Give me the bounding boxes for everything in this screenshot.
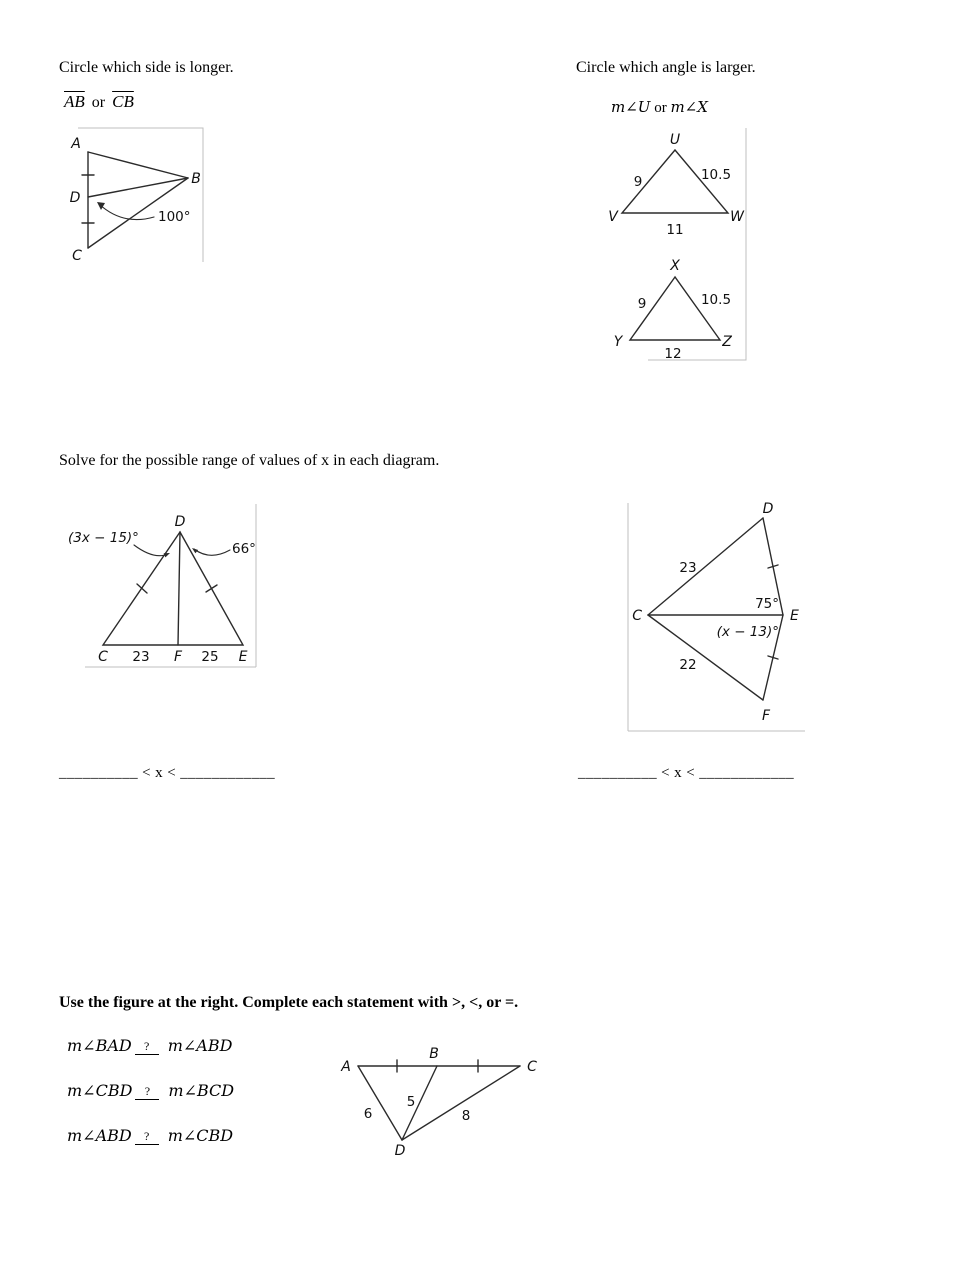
vertex-label-b: B: [429, 1046, 439, 1062]
side-yz-length: 12: [664, 346, 682, 362]
vertex-label-f: F: [761, 708, 771, 724]
p2-figure-two-triangles: [600, 122, 765, 367]
side-cd-length: 8: [461, 1108, 471, 1124]
vertex-label-d: D: [69, 190, 81, 206]
p3-right-answer-blank-1[interactable]: __________: [578, 765, 657, 781]
figure-edges: [358, 1066, 520, 1140]
p2-option-angle-x[interactable]: m∠X: [670, 98, 708, 116]
vertex-label-e: E: [238, 649, 248, 665]
p1-option-segment-ab[interactable]: $\overline{AB}$: [64, 92, 85, 111]
segment-fe-length: 25: [201, 649, 219, 665]
vertex-label-a: A: [341, 1059, 351, 1075]
p2-prompt: Circle which angle is larger.: [576, 59, 756, 76]
angle-expression-label: (3x − 15)°: [68, 530, 139, 546]
p3-right-answer-blank-2[interactable]: ____________: [699, 765, 795, 781]
p3-right-answer-row: [578, 765, 794, 782]
vertex-label-c: C: [98, 649, 108, 665]
vertex-label-c: C: [72, 248, 82, 264]
statement-3-question-mark: ?: [144, 1129, 150, 1143]
vertex-label-w: W: [730, 209, 744, 225]
triangle-cde-outline: [103, 532, 243, 645]
vertex-label-u: U: [669, 132, 681, 148]
angle-expression-label: (x − 13)°: [716, 624, 779, 640]
vertex-label-a: A: [71, 136, 81, 152]
statement-1-answer-blank[interactable]: [135, 1040, 159, 1055]
p3-prompt: Solve for the possible range of values of x in each diagram.: [59, 452, 440, 469]
statement-3-left-angle: m∠ABD: [67, 1126, 132, 1145]
triangle-abc-edges: [88, 152, 188, 248]
p2-choices: [611, 98, 708, 117]
side-bd-length: 5: [406, 1094, 416, 1110]
angle-right-arrowhead: [192, 548, 198, 553]
statement-2: [67, 1081, 234, 1101]
statement-2-question-mark: ?: [144, 1084, 151, 1098]
vertex-label-e: E: [790, 608, 799, 624]
p1-figure-triangle-abc: [55, 120, 220, 270]
p3-left-answer-row: [59, 765, 275, 782]
statement-2-answer-blank[interactable]: [135, 1085, 159, 1100]
p3-left-answer-blank-2[interactable]: ____________: [180, 765, 276, 781]
p3-left-figure: [58, 498, 260, 676]
statement-3: [67, 1126, 233, 1146]
side-vw-length: 11: [666, 222, 684, 238]
angle-left-leader-curve: [134, 545, 168, 556]
angle-66-label: 66°: [232, 541, 256, 557]
p3-left-answer-blank-1[interactable]: __________: [59, 765, 138, 781]
vertex-label-c: C: [632, 608, 642, 624]
angle-left-arrowhead: [164, 553, 170, 557]
vertex-label-v: V: [608, 209, 618, 225]
segment-cf-length: 23: [132, 649, 150, 665]
p2-or-text: or: [654, 100, 667, 116]
p2-option-angle-u[interactable]: m∠U: [611, 98, 651, 116]
angle-100-leader-curve: [99, 204, 154, 220]
angle-100-label: 100°: [158, 209, 191, 225]
altitude-df: [178, 532, 180, 645]
statement-1-left-angle: m∠BAD: [67, 1036, 132, 1055]
vertex-label-d: D: [394, 1143, 406, 1159]
side-uw-length: 10.5: [700, 167, 732, 183]
statement-3-answer-blank[interactable]: [135, 1130, 159, 1145]
angle-100-arrowhead: [97, 202, 105, 210]
p2-figure-frame: [648, 128, 746, 360]
vertex-label-y: Y: [613, 334, 623, 350]
p3-left-answer-mid: < x <: [142, 765, 177, 781]
side-xy-length: 9: [637, 296, 647, 312]
statement-2-right-angle: m∠BCD: [168, 1081, 235, 1100]
vertex-label-d: D: [174, 514, 186, 530]
angle-75-label: 75°: [755, 596, 779, 612]
p1-or-text: or: [91, 94, 106, 111]
vertex-label-d: D: [762, 501, 774, 517]
p4-figure-triangle-abcd: [333, 1038, 553, 1166]
side-ad-length: 6: [363, 1106, 373, 1122]
p1-prompt: Circle which side is longer.: [59, 59, 234, 76]
statement-3-right-angle: m∠CBD: [167, 1126, 234, 1145]
vertex-label-c: C: [527, 1059, 537, 1075]
congruence-tick-marks: [137, 584, 217, 593]
vertex-label-x: X: [670, 258, 680, 274]
vertex-label-z: Z: [722, 334, 732, 350]
p1-option-segment-cb[interactable]: $\overline{CB}$: [112, 92, 134, 111]
vertex-label-f: F: [173, 649, 183, 665]
statement-1-question-mark: ?: [144, 1039, 150, 1053]
side-cf-length: 22: [679, 657, 697, 673]
p3-right-figure: [618, 498, 813, 740]
statement-1: [67, 1036, 232, 1056]
p3-right-answer-mid: < x <: [661, 765, 696, 781]
side-cd-length: 23: [679, 560, 697, 576]
statement-2-left-angle: m∠CBD: [67, 1081, 133, 1100]
p4-heading: Use the figure at the right. Complete each statement with >, <, or =.: [59, 994, 519, 1011]
p1-choices: [64, 92, 134, 112]
statement-1-right-angle: m∠ABD: [167, 1036, 233, 1055]
angle-right-leader-curve: [194, 549, 230, 555]
side-xz-length: 10.5: [700, 292, 732, 308]
side-uv-length: 9: [633, 174, 643, 190]
vertex-label-b: B: [191, 171, 201, 187]
